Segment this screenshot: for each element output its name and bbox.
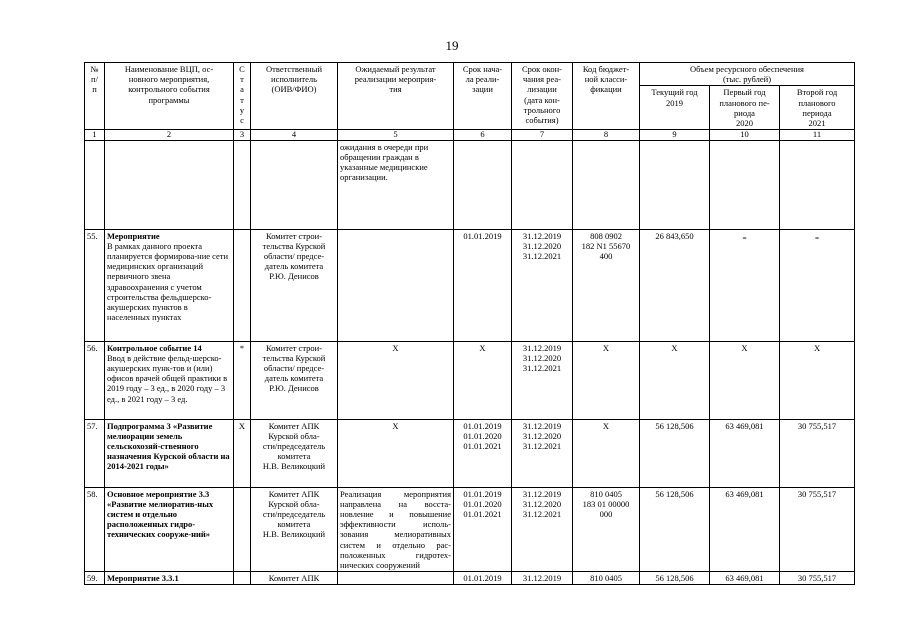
header-status: С т а т у с: [234, 63, 251, 130]
row-amount-2021: 30 755,517: [780, 419, 855, 487]
row-number: 56.: [85, 341, 105, 419]
col-number: 8: [573, 130, 640, 140]
row-budget-code: X: [573, 419, 640, 487]
col-number: 9: [640, 130, 710, 140]
table-row: [85, 487, 855, 572]
row-end: 31.12.2019 31.12.2020 31.12.2021: [512, 487, 573, 572]
header-responsible: Ответственный исполнитель (ОИВ/ФИО): [251, 63, 338, 130]
row-amount-2021: 30 755,517: [780, 487, 855, 572]
col-number: 10: [710, 130, 780, 140]
table-row-continuation: [85, 140, 855, 229]
row-expected: Реализация мероприятия направлена на восста-новление и повышение эффективности исполь-зования мелиоративных систем и отдельно рас-положенных гидротех-нических сооружений: [338, 487, 454, 572]
row-amount-2019: X: [640, 341, 710, 419]
row-responsible: Комитет АПК Курской обла- сти/председатель комитета Н.В. Великоцкий: [251, 419, 338, 487]
row-title: Подпрограмма 3 «Развитие мелиорации земель сельскохозяй-ственного назначения Курской области на 2014-2021 годы»: [105, 419, 234, 487]
row-amount-2019: 56 128,506: [640, 419, 710, 487]
row-responsible: Комитет АПК: [251, 572, 338, 585]
column-number-row: [85, 130, 855, 140]
row-start: 01.01.2019 01.01.2020 01.01.2021: [454, 419, 512, 487]
col-number: 7: [512, 130, 573, 140]
row-name: [105, 229, 234, 341]
row-expected: [338, 572, 454, 585]
row-end: 31.12.2019 31.12.2020 31.12.2021: [512, 419, 573, 487]
row-number: 55.: [85, 229, 105, 341]
row-amount-2020: 63 469,081: [710, 419, 780, 487]
row-amount-2020: 63 469,081: [710, 487, 780, 572]
col-number: 2: [105, 130, 234, 140]
header-start: Срок нача- ла реали- зации: [454, 63, 512, 130]
row-amount-2020: X: [710, 341, 780, 419]
row-end: 31.12.2019: [512, 572, 573, 585]
row-title: Мероприятие 3.3.1: [105, 572, 234, 585]
row-amount-2019: 56 128,506: [640, 487, 710, 572]
row-status: [234, 487, 251, 572]
row-name: [105, 341, 234, 419]
page-number: 19: [445, 38, 459, 53]
header-plan-year-1: Первый год планового пе- риода 2020: [710, 86, 780, 130]
col-number: 6: [454, 130, 512, 140]
row-start: 01.01.2019: [454, 572, 512, 585]
header-resources: Объем ресурсного обеспечения (тыс. рублей): [640, 63, 855, 86]
row-amount-2020: -: [710, 229, 780, 341]
row-expected: X: [338, 341, 454, 419]
row-start: 01.01.2019 01.01.2020 01.01.2021: [454, 487, 512, 572]
row-expected: X: [338, 419, 454, 487]
row-amount-2019: 56 128,506: [640, 572, 710, 585]
table-row: [85, 572, 855, 585]
table-row: [85, 419, 855, 487]
row-expected: [338, 229, 454, 341]
header-name: Наименование ВЦП, ос- новного мероприятия, контрольного события программы: [105, 63, 234, 130]
row-responsible: Комитет строи- тельства Курской области/ предсе- датель комитета Р.Ю. Денисов: [251, 229, 338, 341]
row-amount-2021: 30 755,517: [780, 572, 855, 585]
row-budget-code: 810 0405 183 01 00000 000: [573, 487, 640, 572]
row-status: [234, 572, 251, 585]
row-amount-2021: X: [780, 341, 855, 419]
header-num: № п/ п: [85, 63, 105, 130]
row-end: 31.12.2019 31.12.2020 31.12.2021: [512, 341, 573, 419]
row-budget-code: 808 0902 182 N1 55670 400: [573, 229, 640, 341]
row-amount-2021: -: [780, 229, 855, 341]
row-budget-code: 810 0405: [573, 572, 640, 585]
row-amount-2019: 26 843,650: [640, 229, 710, 341]
row-number: 57.: [85, 419, 105, 487]
row-title: Контрольное событие 14: [107, 342, 202, 353]
header-plan-year-2: Второй год планового периода 2021: [780, 86, 855, 130]
row-title: Основное мероприятие 3.3 «Развитие мелиоратив-ных систем и отдельно расположенных гидро-технических сооруже-ний»: [105, 487, 234, 572]
row-status: X: [234, 419, 251, 487]
row-description: Ввод в действие фельд-шерско-акушерских пунк-тов и (или) офисов врачей общей практики в 2019 году – 3 ед., в 2020 году – 3 ед., в 2021 году – 3 ед.: [107, 352, 228, 404]
col-number: 1: [85, 130, 105, 140]
row-start: 01.01.2019: [454, 229, 512, 341]
row-number: 58.: [85, 487, 105, 572]
col-number: 3: [234, 130, 251, 140]
row-amount-2020: 63 469,081: [710, 572, 780, 585]
row-description: В рамках данного проекта планируется формирова-ние сети медицинских организаций первичного звена здравоохранения с учетом строительства фельдшерско-акушерских пунктов в населенных пунктах: [107, 240, 229, 323]
row-title: Мероприятие: [107, 230, 160, 241]
table-row: [85, 229, 855, 341]
row-responsible: Комитет строи- тельства Курской области/ предсе- датель комитета Р.Ю. Денисов: [251, 341, 338, 419]
col-number: 11: [780, 130, 855, 140]
header-current-year: Текущий год 2019: [640, 86, 710, 130]
header-expected: Ожидаемый результат реализации мероприя- тия: [338, 63, 454, 130]
row-status: *: [234, 341, 251, 419]
header-budget-code: Код бюджет- ной класси- фикации: [573, 63, 640, 130]
row-budget-code: X: [573, 341, 640, 419]
program-table: [84, 62, 855, 585]
row-start: X: [454, 341, 512, 419]
header-row: [85, 63, 855, 86]
table-row: [85, 341, 855, 419]
row-end: 31.12.2019 31.12.2020 31.12.2021: [512, 229, 573, 341]
row-status: [234, 229, 251, 341]
col-number: 5: [338, 130, 454, 140]
col-number: 4: [251, 130, 338, 140]
row-responsible: Комитет АПК Курской обла- сти/председатель комитета Н.В. Великоцкий: [251, 487, 338, 572]
row-number: 59.: [85, 572, 105, 585]
expected-result: ожидания в очереди при обращении граждан в указанные медицинские организации.: [338, 140, 454, 229]
header-end: Срок окон- чания реа- лизации (дата кон- трольного события): [512, 63, 573, 130]
